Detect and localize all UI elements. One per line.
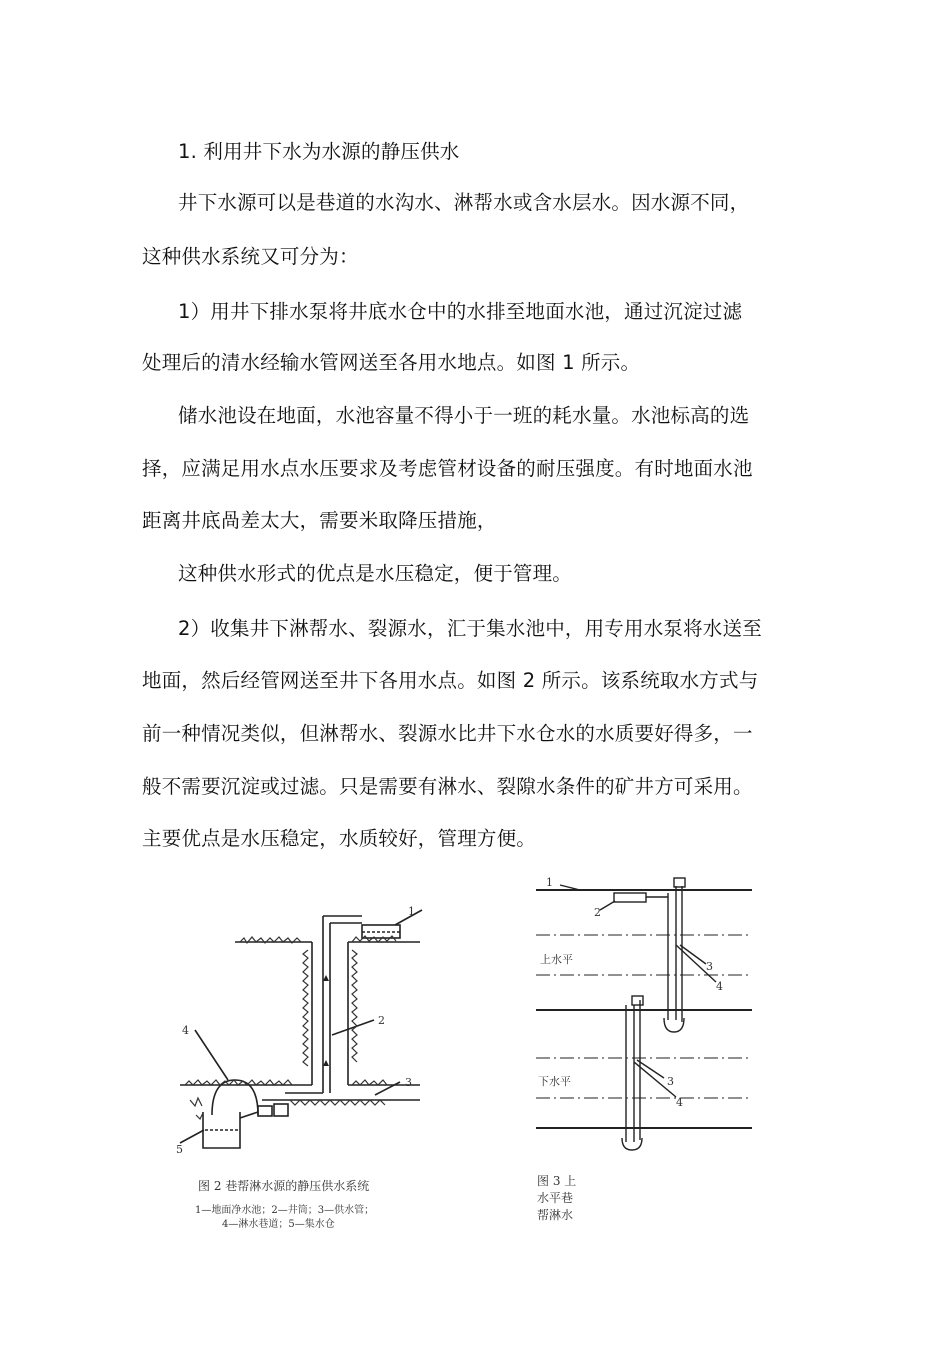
figure-2-diagram (170, 900, 440, 1170)
paragraph-line: 处理后的清水经输水管网送至各用水地点。如图 1 所示。 (142, 351, 641, 374)
fig3-label-2: 2 (594, 906, 601, 919)
figure-2-caption: 图 2 巷帮淋水源的静压供水系统 (198, 1179, 370, 1193)
paragraph-line: 1）用井下排水泵将井底水仓中的水排至地面水池，通过沉淀过滤 (178, 300, 743, 323)
paragraph-line: 择，应满足用水点水压要求及考虑管材设备的耐压强度。有时地面水池 (142, 457, 753, 480)
fig2-label-5: 5 (176, 1143, 183, 1156)
paragraph-line: 主要优点是水压稳定，水质较好，管理方便。 (142, 827, 537, 850)
figure-2-legend-line2: 4—淋水巷道；5—集水仓 (222, 1219, 335, 1230)
fig3-lower-level-label: 下水平 (538, 1075, 571, 1088)
paragraph-line: 距离井底咼差太大，需要米取降压措施， (142, 509, 497, 532)
fig2-label-1: 1 (408, 905, 415, 918)
paragraph-line: 地面，然后经管网送至井下各用水点。如图 2 所示。该系统取水方式与 (142, 669, 759, 692)
fig3-label-3a: 3 (706, 960, 713, 973)
fig3-label-4b: 4 (676, 1096, 683, 1109)
paragraph-line: 这种供水系统又可分为： (142, 245, 359, 268)
fig2-label-4: 4 (182, 1024, 189, 1037)
paragraph-line: 前一种情况类似，但淋帮水、裂源水比井下水仓水的水质要好得多，一 (142, 722, 753, 745)
paragraph-line: 储水池设在地面，水池容量不得小于一班的耗水量。水池标高的选 (178, 404, 750, 427)
figure-3-caption-line1: 图 3 上 (537, 1174, 577, 1188)
paragraph-line: 井下水源可以是巷道的水沟水、淋帮水或含水层水。因水源不同， (178, 191, 750, 214)
fig3-label-3b: 3 (667, 1075, 674, 1088)
fig3-label-1: 1 (546, 876, 553, 889)
figure-2-legend-line1: 1—地面净水池；2—井筒；3—供水管； (195, 1205, 375, 1216)
section-heading: 1. 利用井下水为水源的静压供水 (178, 140, 460, 163)
fig2-label-2: 2 (378, 1014, 385, 1027)
figure-3-caption-line3: 帮淋水 (537, 1208, 574, 1222)
figure-3-diagram (530, 870, 760, 1150)
fig3-label-4a: 4 (716, 980, 723, 993)
paragraph-line: 般不需要沉淀或过滤。只是需要有淋水、裂隙水条件的矿井方可采用。 (142, 775, 753, 798)
paragraph-line: 这种供水形式的优点是水压稳定，便于管理。 (178, 562, 573, 585)
figure-3-caption-line2: 水平巷 (537, 1191, 574, 1205)
fig2-label-3: 3 (405, 1076, 412, 1089)
paragraph-line: 2）收集井下淋帮水、裂源水，汇于集水池中，用专用水泵将水送至 (178, 617, 762, 640)
fig3-upper-level-label: 上水平 (540, 953, 573, 966)
